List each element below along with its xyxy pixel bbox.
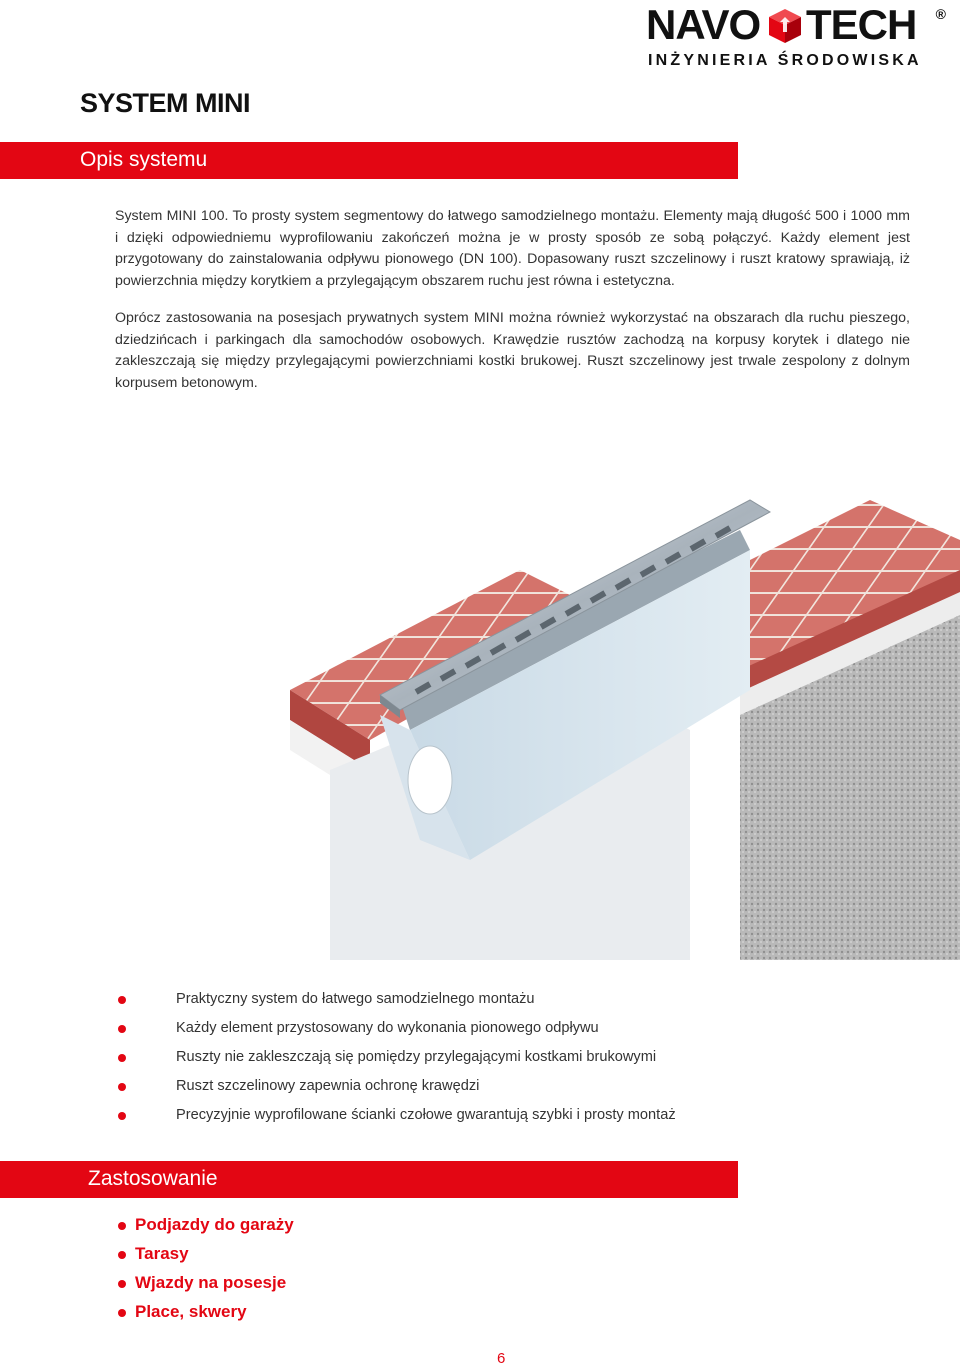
- description-paragraph-2: Oprócz zastosowania na posesjach prywatnych system MINI można również wykorzystać na obszarach dla ruchu pieszego, dziedzińcach i parkingach dla samochodów osobowych. Krawędzie rusztów zachodzą na korpusy korytek i dlatego nie zakleszczają się między przylegającymi powierzchniami kostki brukowej. Ruszt szczelinowy jest trwale zespolony z dolnym korpusem betonowym.: [115, 310, 910, 391]
- bullet-icon: [118, 1083, 126, 1091]
- logo-word-navo: NAVO: [646, 1, 761, 48]
- logo-tagline: INŻYNIERIA ŚRODOWISKA: [648, 52, 922, 69]
- bullet-icon: [118, 1222, 126, 1230]
- section-header-opis: [0, 142, 738, 179]
- registered-mark: ®: [935, 6, 946, 22]
- navotech-logo: [646, 2, 946, 74]
- page-number: 6: [497, 1350, 506, 1367]
- bullet-icon: [118, 1112, 126, 1120]
- section-heading: Opis systemu: [80, 148, 208, 171]
- bullet-icon: [118, 1054, 126, 1062]
- drainage-channel-illustration: [270, 440, 960, 960]
- section-heading: Zastosowanie: [88, 1167, 218, 1190]
- bullet-icon: [118, 1025, 126, 1033]
- bullet-icon: [118, 1309, 126, 1317]
- section-header-zastosowanie: [0, 1161, 738, 1198]
- logo-cube-icon: [768, 8, 802, 44]
- description-paragraph-1: System MINI 100. To prosty system segmentowy do łatwego samodzielnego montażu. Elementy mają długość 500 i 1000 mm i dzięki odpowiedniemu wyprofilowaniu zakończeń można je w prosty sposób ze sobą połączyć. Każdy element jest przygotowany do zainstalowania odpływu pionowego (DN 100). Dopasowany ruszt szczelinowy i ruszt kratowy sprawiają, iż powierzchnia między korytkiem a przylegającym obszarem ruchu jest równa i estetyczna.: [115, 208, 910, 289]
- bullet-icon: [118, 1251, 126, 1259]
- page-title: SYSTEM MINI: [80, 88, 251, 118]
- bullet-icon: [118, 996, 126, 1004]
- bullet-icon: [118, 1280, 126, 1288]
- logo-word-tech: TECH: [806, 1, 917, 48]
